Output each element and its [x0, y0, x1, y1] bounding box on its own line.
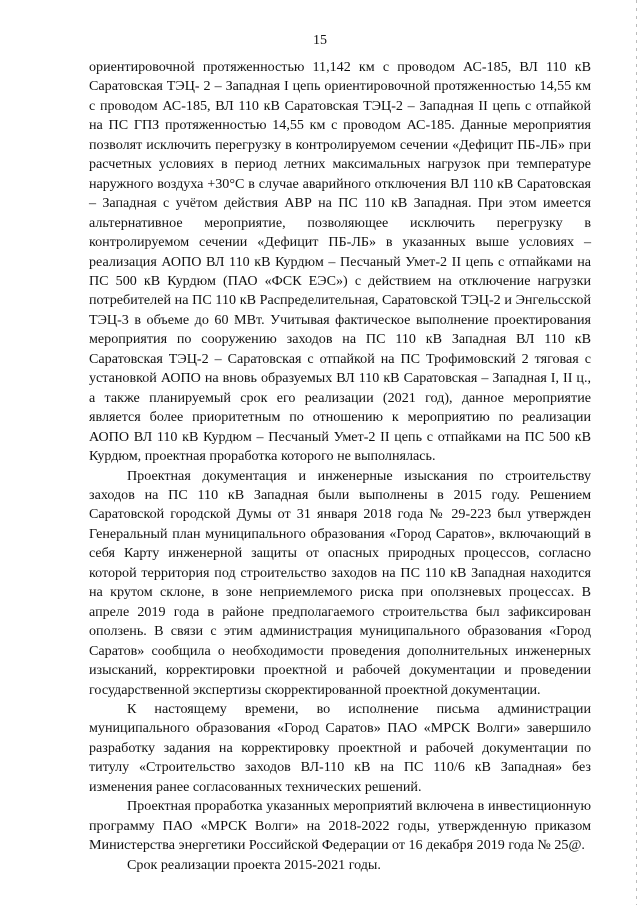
paragraph: Срок реализации проекта 2015-2021 годы.	[127, 856, 381, 873]
body-text	[89, 58, 591, 875]
paragraph: К настоящему времени, во исполнение письма администрации муниципального образования «Город Саратов» ПАО «МРСК Волги» завершило разработку задания на корректировку проектной и рабочей документации по титулу «Строительство заходов ВЛ-110 кВ на ПС 110/6 кВ Западная» без изменения ранее согласованных технических решений.	[89, 700, 591, 795]
scan-edge-divider	[636, 0, 637, 905]
paragraph: ориентировочной протяженностью 11,142 км с проводом АС-185, ВЛ 110 кВ Саратовская ТЭЦ- 2 – Западная I цепь ориентировочной протяженностью 14,55 км с проводом АС-185, ВЛ 110 кВ Саратовская ТЭЦ-2 – Западная II цепь с отпайкой на ПС ГПЗ протяженностью 14,55 км с проводом АС-185. Данные мероприятия позволят исключить перегрузку в контролируемом сечении «Дефицит ПБ-ЛБ» при расчетных условиях в период летних максимальных нагрузок при температуре наружного воздуха +30°С в случае аварийного отключения ВЛ 110 кВ Саратовская – Западная с учётом действия АВР на ПС 110 кВ Западная. При этом имеется альтернативное мероприятие, позволяющее исключить перегрузку в контролируемом сечении «Дефицит ПБ-ЛБ» в указанных выше условиях – реализация АОПО ВЛ 110 кВ Курдюм – Песчаный Умет-2 II цепь с отпайками на ПС 500 кВ Курдюм (ПАО «ФСК ЕЭС») с действием на отключение нагрузки потребителей на ПС 110 кВ Распределительная, Саратовской ТЭЦ-2 и Энгельсской ТЭЦ-3 в объеме до 60 МВт. Учитывая фактическое выполнение проектирования мероприятия по сооружению заходов на ПС 110 кВ Западная ВЛ 110 кВ Саратовская ТЭЦ-2 – Саратовская с отпайкой на ПС Трофимовский 2 тяговая с установкой АОПО на вновь образуемых ВЛ 110 кВ Саратовская – Западная I, II ц., а также планируемый срок его реализации (2021 год), данное мероприятие является более приоритетным по отношению к мероприятию по реализации АОПО ВЛ 110 кВ Курдюм – Песчаный Умет-2 II цепь с отпайками на ПС 500 кВ Курдюм, проектная проработка которого не выполнялась.	[89, 59, 591, 465]
page-number: 15	[313, 33, 327, 48]
paragraph: Проектная документация и инженерные изыскания по строительству заходов на ПС 110 кВ Западная были выполнены в 2015 году. Решением Саратовской городской Думы от 31 января 2018 года № 29-223 был утвержден Генеральный план муниципального образования «Город Саратов», включающий в себя Карту инженерной защиты от опасных природных процессов, согласно которой территория под строительство заходов на ПС 110 кВ Западная находится на крутом склоне, в зоне неприемлемого риска при оползневых процессах. В апреле 2019 года в районе предполагаемого строительства был зафиксирован оползень. В связи с этим администрация муниципального образования «Город Саратов» сообщила о необходимости проведения дополнительных инженерных изысканий, корректировки проектной и рабочей документации и проведении государственной экспертизы скорректированной проектной документации.	[89, 467, 591, 698]
paragraph: Проектная проработка указанных мероприятий включена в инвестиционную программу ПАО «МРСК Волги» на 2018-2022 годы, утвержденную приказом Министерства энергетики Российской Федерации от 16 декабря 2019 года № 25@.	[89, 798, 591, 854]
